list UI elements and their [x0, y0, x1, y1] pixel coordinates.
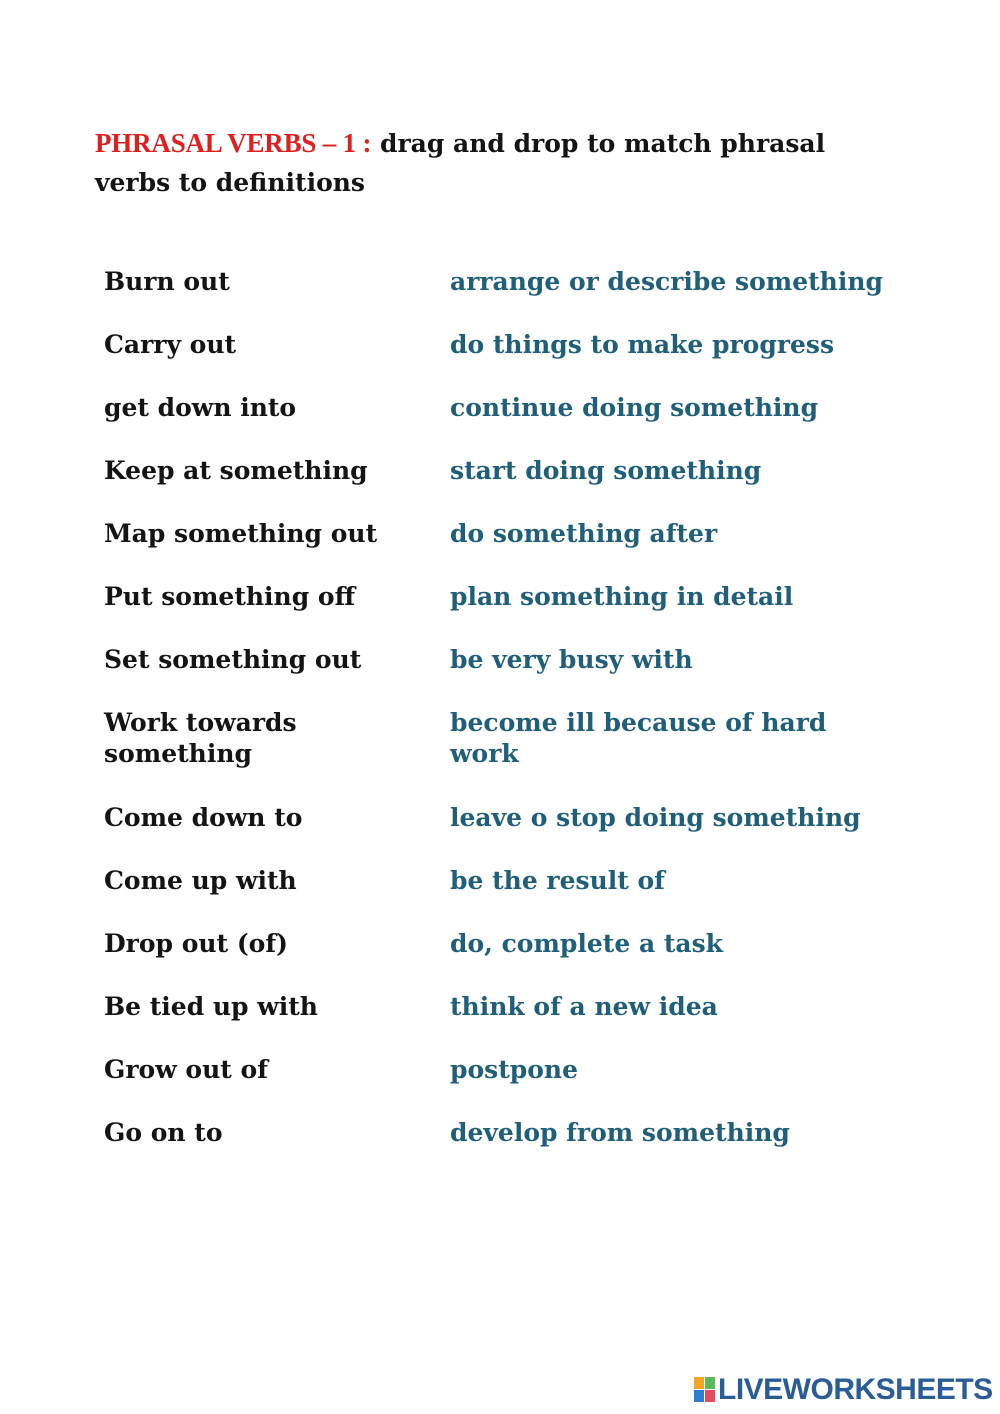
- phrasal-verb-term[interactable]: Put something off: [104, 582, 356, 611]
- definition-item[interactable]: do, complete a task: [450, 929, 723, 958]
- definition-item[interactable]: postpone: [450, 1055, 579, 1084]
- phrasal-verb-term[interactable]: Go on to: [104, 1118, 223, 1147]
- phrasal-verb-term[interactable]: Come up with: [104, 866, 297, 895]
- worksheet-instruction: drag and drop to match phrasal verbs to definitions: [95, 129, 826, 197]
- definition-item[interactable]: become ill because of hard work: [450, 708, 827, 768]
- definition-item[interactable]: plan something in detail: [450, 582, 794, 611]
- definition-item[interactable]: be the result of: [450, 866, 665, 895]
- liveworksheets-footer: [694, 1374, 993, 1406]
- worksheet-header: [95, 124, 895, 202]
- worksheet-title: PHRASAL VERBS – 1 :: [95, 128, 372, 158]
- definition-item[interactable]: start doing something: [450, 456, 762, 485]
- phrasal-verb-term[interactable]: Grow out of: [104, 1055, 268, 1084]
- phrasal-verb-term[interactable]: Set something out: [104, 645, 362, 674]
- phrasal-verb-term[interactable]: Carry out: [104, 330, 237, 359]
- definition-item[interactable]: leave o stop doing something: [450, 803, 861, 832]
- definition-item[interactable]: develop from something: [450, 1118, 790, 1147]
- phrasal-verb-term[interactable]: Work towards something: [104, 708, 297, 768]
- definition-item[interactable]: do things to make progress: [450, 330, 835, 359]
- definition-item[interactable]: arrange or describe something: [450, 267, 883, 296]
- definition-item[interactable]: be very busy with: [450, 645, 693, 674]
- phrasal-verb-term[interactable]: Map something out: [104, 519, 378, 548]
- phrasal-verb-term[interactable]: Burn out: [104, 267, 230, 296]
- liveworksheets-brand: LIVEWORKSHEETS: [718, 1373, 993, 1406]
- definition-item[interactable]: do something after: [450, 519, 718, 548]
- phrasal-verb-term[interactable]: Keep at something: [104, 456, 368, 485]
- phrasal-verb-term[interactable]: get down into: [104, 393, 297, 422]
- definition-item[interactable]: continue doing something: [450, 393, 819, 422]
- phrasal-verb-term[interactable]: Come down to: [104, 803, 303, 832]
- phrasal-verb-term[interactable]: Drop out (of): [104, 929, 288, 958]
- liveworksheets-logo-icon: [694, 1377, 716, 1403]
- definition-item[interactable]: think of a new idea: [450, 992, 718, 1021]
- phrasal-verb-term[interactable]: Be tied up with: [104, 992, 318, 1021]
